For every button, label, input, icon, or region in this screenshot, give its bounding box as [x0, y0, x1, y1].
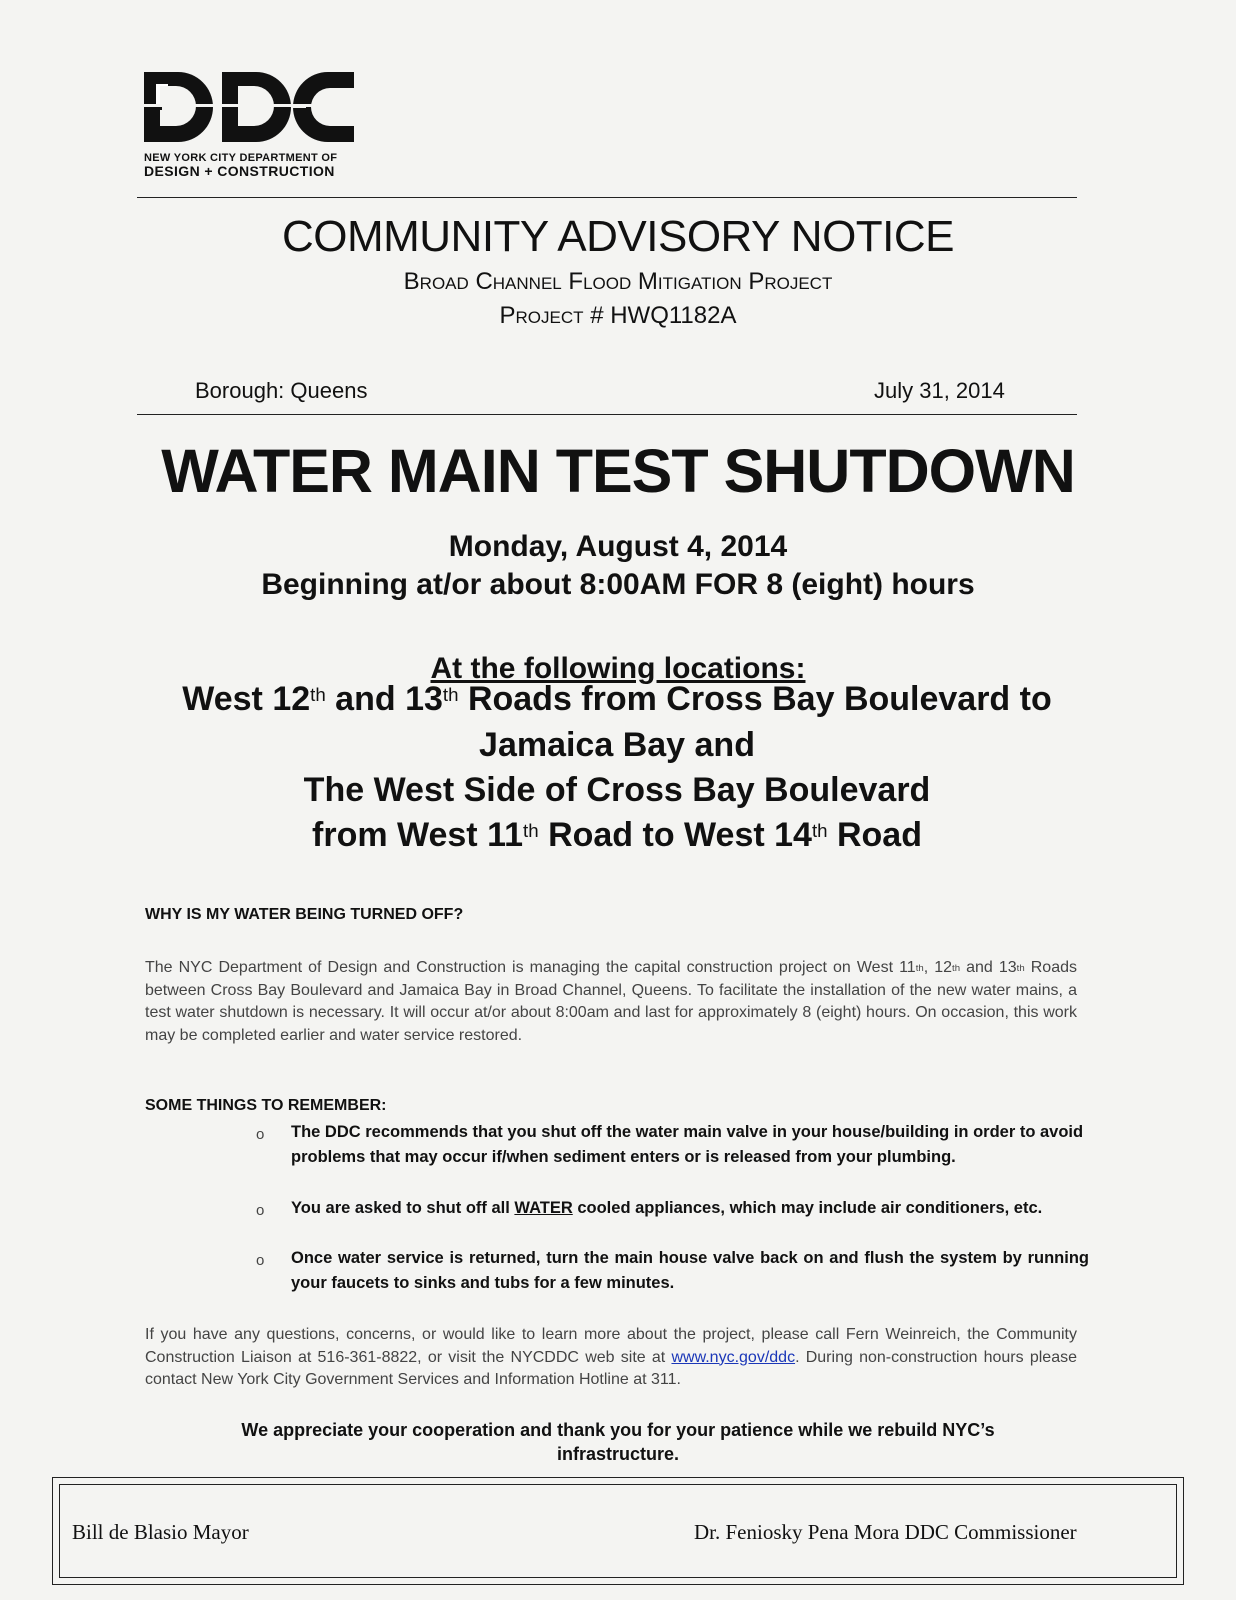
shutdown-time: Beginning at/or about 8:00AM FOR 8 (eight) hours — [261, 568, 975, 601]
notice-date: July 31, 2014 — [874, 378, 1005, 403]
project-name: Broad Channel Flood Mitigation Project — [403, 268, 833, 295]
bullet-icon: o — [256, 1252, 265, 1269]
headline: WATER MAIN TEST SHUTDOWN — [161, 437, 1075, 505]
location-line-3: The West Side of Cross Bay Boulevard — [303, 771, 931, 809]
notice-title: COMMUNITY ADVISORY NOTICE — [281, 212, 955, 261]
location-line-4: from West 11th Road to West 14th Road — [312, 816, 922, 854]
why-paragraph: The NYC Department of Design and Construction is managing the capital construction project on West 11th, 12th and 13th Roads between Cross Bay Boulevard and Jamaica Bay in Broad Channel, Queens. To facilitate the installation of the new water mains, a test water shutdown is necessary. It will occur at/or about 8:00am and last for approximately 8 (eight) hours. On occasion, this work may be completed earlier and water service restored. — [145, 959, 1077, 1044]
bullet-icon: o — [256, 1126, 265, 1143]
mayor-signature: Bill de Blasio Mayor — [72, 1520, 249, 1544]
project-number: Project # HWQ1182A — [499, 302, 737, 329]
top-rule — [137, 197, 1077, 198]
logo-org-name — [144, 152, 337, 177]
location-line-1: West 12th and 13th Roads from Cross Bay Boulevard to — [182, 680, 1052, 718]
logo-org-line2: DESIGN + CONSTRUCTION — [144, 163, 335, 179]
locations-heading: At the following locations: — [430, 652, 806, 685]
remember-item-1: The DDC recommends that you shut off the water main valve in your house/building in order to avoid problems that may occur if/when sediment enters or is released from your plumbing. — [291, 1123, 1084, 1166]
thanks-line-2: infrastructure. — [556, 1444, 680, 1464]
remember-item-3: Once water service is returned, turn the main house valve back on and flush the system by running your faucets to sinks and tubs for a few minutes. — [291, 1249, 1089, 1292]
mid-rule — [137, 414, 1077, 415]
borough: Borough: Queens — [195, 378, 368, 403]
thanks-line-1: We appreciate your cooperation and thank you for your patience while we rebuild NYC’s — [241, 1420, 995, 1440]
why-heading: WHY IS MY WATER BEING TURNED OFF? — [145, 906, 464, 923]
logo-org-line1: NEW YORK CITY DEPARTMENT OF — [144, 152, 338, 164]
bullet-icon: o — [256, 1202, 265, 1219]
contact-paragraph: If you have any questions, concerns, or would like to learn more about the project, please call Fern Weinreich, the Community Construction Liaison at 516-361-8822, or visit the NYCDDC web site at www.nyc.gov/ddc. During non-construction hours please contact New York City Government Services and Information Hotline at 311. — [145, 1326, 1077, 1388]
shutdown-day: Monday, August 4, 2014 — [448, 530, 788, 563]
remember-item-2: You are asked to shut off all WATER cooled appliances, which may include air conditioners, etc. — [291, 1199, 1043, 1217]
location-line-2: Jamaica Bay and — [479, 726, 755, 764]
commissioner-signature: Dr. Feniosky Pena Mora DDC Commissioner — [694, 1520, 1077, 1544]
thanks-message — [0, 1418, 1236, 1466]
remember-heading: SOME THINGS TO REMEMBER: — [145, 1097, 387, 1114]
ddc-website-link[interactable]: www.nyc.gov/ddc — [671, 1348, 796, 1366]
